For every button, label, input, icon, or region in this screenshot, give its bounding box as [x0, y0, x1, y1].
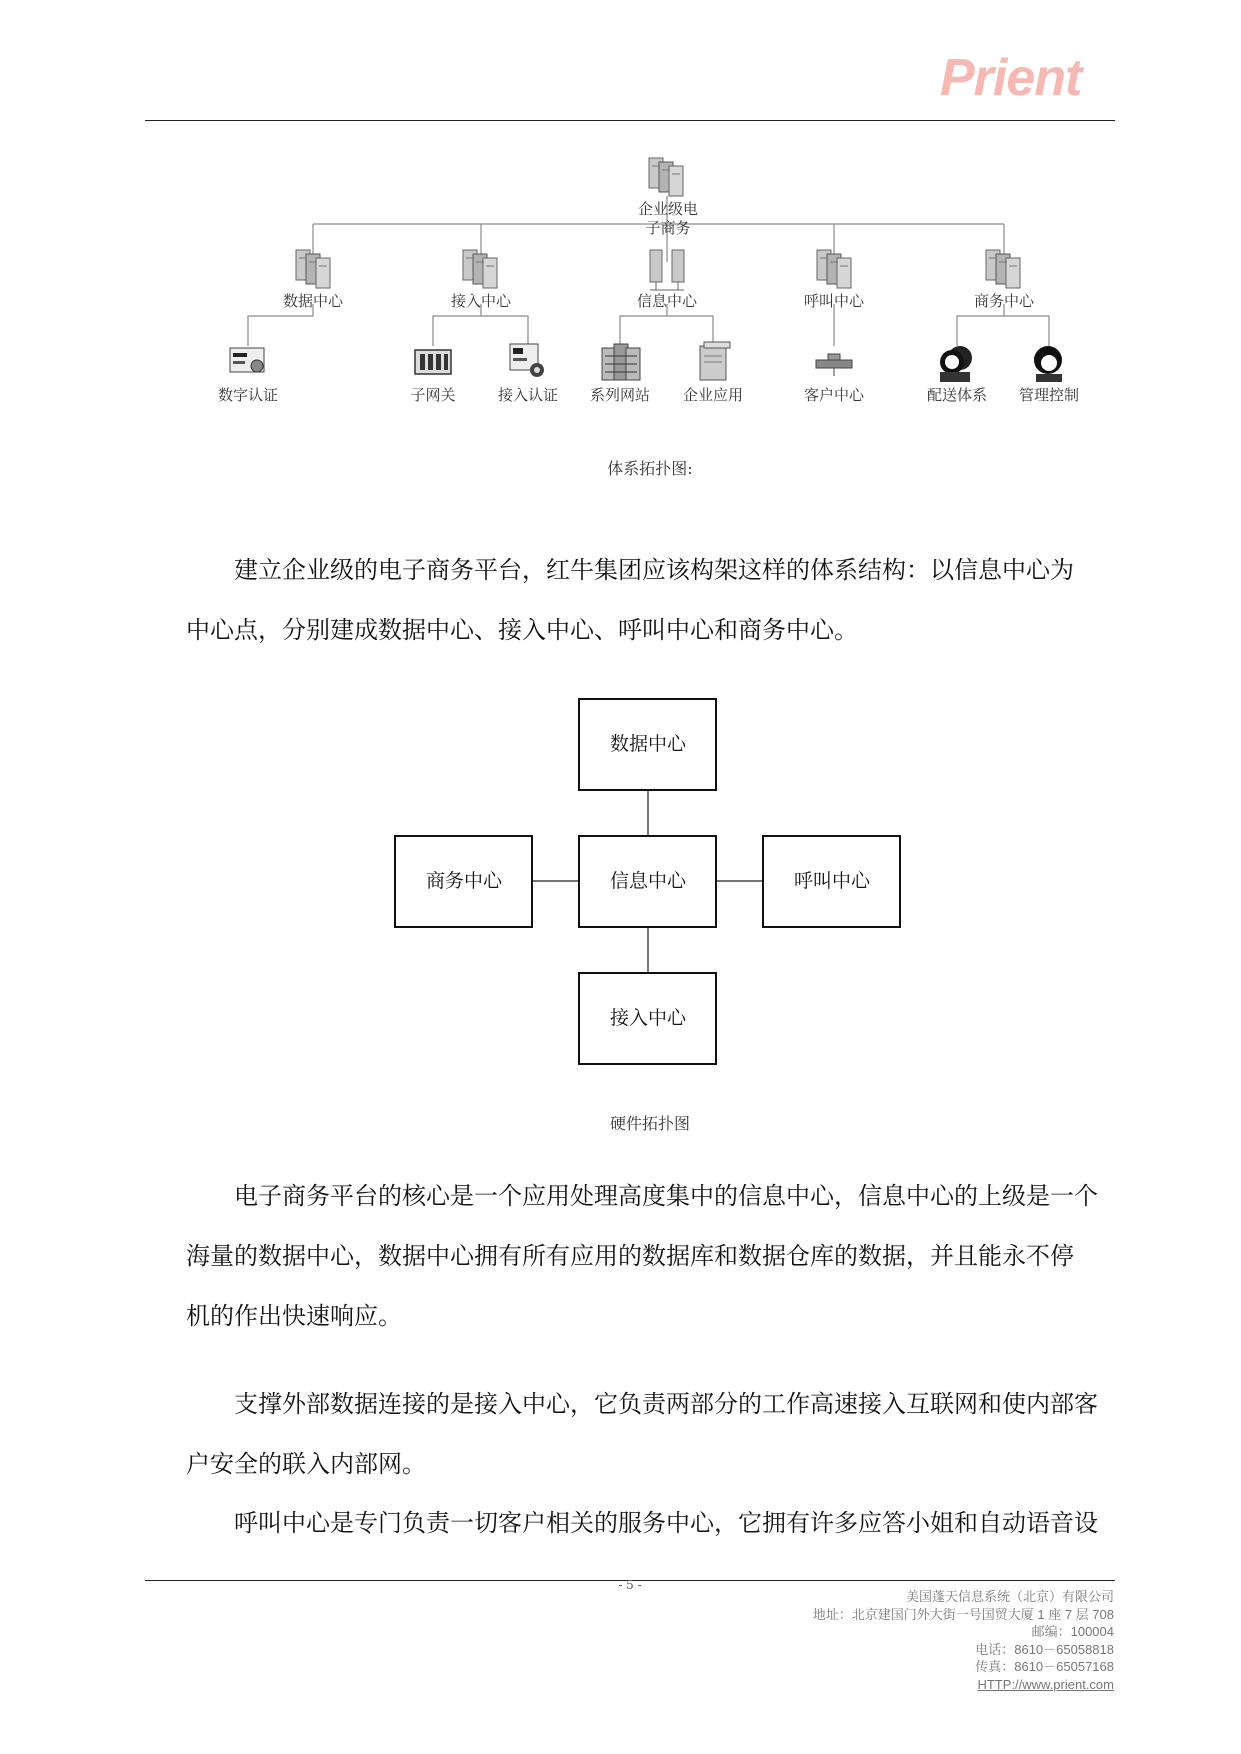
certificate-icon [230, 348, 264, 372]
root-label-line2: 子商务 [645, 219, 691, 237]
paragraph-3-line-2: 户安全的联入内部网。 [186, 1450, 426, 1478]
data-center-label: 数据中心 [609, 733, 687, 755]
footer-postcode: 邮编：100004 [1031, 1624, 1114, 1639]
footer-fax: 传真：8610－65057168 [975, 1659, 1114, 1674]
figure2-caption: 硬件拓扑图 [609, 1114, 690, 1133]
paragraph-4-line-1: 呼叫中心是专门负责一切客户相关的服务中心，它拥有许多应答小姐和自动语音设 [234, 1509, 1098, 1537]
level2-label-subnet-gateway: 子网关 [410, 386, 456, 404]
system-topology-diagram [0, 0, 1241, 480]
hardware-topology-diagram [0, 690, 1241, 1070]
footer-website-link[interactable]: HTTP://www.prient.com [977, 1676, 1114, 1692]
level1-label-call-center: 呼叫中心 [803, 292, 865, 310]
company-logo: Prient [940, 49, 1082, 107]
client-center-icon [816, 354, 852, 376]
level1-label-data-center: 数据中心 [282, 292, 344, 310]
level2-label-enterprise-app: 企业应用 [682, 386, 744, 404]
level2-label-website-series: 系列网站 [589, 386, 651, 404]
paragraph-2-line-1: 电子商务平台的核心是一个应用处理高度集中的信息中心，信息中心的上级是一个 [234, 1182, 1098, 1210]
level2-label-access-auth: 接入认证 [497, 386, 559, 404]
paragraph-1-line-1: 建立企业级的电子商务平台，红牛集团应该构架这样的体系结构：以信息中心为 [234, 556, 1074, 584]
level2-label-client-center: 客户中心 [803, 386, 865, 404]
figure1-caption: 体系拓扑图: [607, 459, 693, 478]
footer-phone: 电话：8610－65058818 [975, 1641, 1114, 1657]
access-center-label: 接入中心 [609, 1007, 687, 1029]
level2-label-digital-cert: 数字认证 [217, 386, 279, 404]
footer-contact [813, 1588, 1114, 1693]
call-center-server-icon [817, 250, 851, 288]
management-control-icon [1034, 346, 1062, 382]
level2-label-management-control: 管理控制 [1018, 386, 1080, 404]
commerce-center-server-icon [986, 250, 1020, 288]
level1-label-info-center: 信息中心 [636, 292, 698, 310]
level2-label-delivery-system: 配送体系 [926, 386, 988, 404]
access-center-server-icon [463, 250, 497, 288]
footer-address: 地址：北京建国门外大街一号国贸大厦 1 座 7 层 708 [812, 1606, 1114, 1622]
gateway-icon [415, 350, 451, 374]
paragraph-3-line-1: 支撑外部数据连接的是接入中心，它负责两部分的工作高速接入互联网和使内部客 [234, 1390, 1098, 1418]
level1-label-commerce-center: 商务中心 [973, 292, 1035, 310]
paragraph-3 [186, 1374, 1116, 1494]
paragraph-2-line-3: 机的作出快速响应。 [186, 1302, 402, 1330]
paragraph-2 [186, 1166, 1116, 1346]
paragraph-2-line-2: 海量的数据中心，数据中心拥有所有应用的数据库和数据仓库的数据，并且能永不停 [186, 1242, 1074, 1270]
info-center-label: 信息中心 [609, 870, 687, 892]
root-label-line1: 企业级电 [637, 200, 699, 218]
commerce-center-label: 商务中心 [425, 870, 503, 892]
level1-label-access-center: 接入中心 [450, 292, 512, 310]
paragraph-1 [186, 540, 1116, 660]
page-number: - 5 - [618, 1578, 642, 1592]
paragraph-4 [186, 1493, 1116, 1553]
footer-company: 美国蓬天信息系统（北京）有限公司 [905, 1589, 1114, 1604]
call-center-label: 呼叫中心 [793, 870, 871, 892]
access-auth-icon [510, 344, 544, 377]
website-series-icon [602, 344, 640, 380]
enterprise-app-icon [700, 342, 730, 380]
data-center-server-icon [296, 250, 330, 288]
root-server-icon [649, 158, 683, 196]
delivery-system-icon [940, 346, 972, 382]
paragraph-1-line-2: 中心点，分别建成数据中心、接入中心、呼叫中心和商务中心。 [186, 616, 858, 644]
